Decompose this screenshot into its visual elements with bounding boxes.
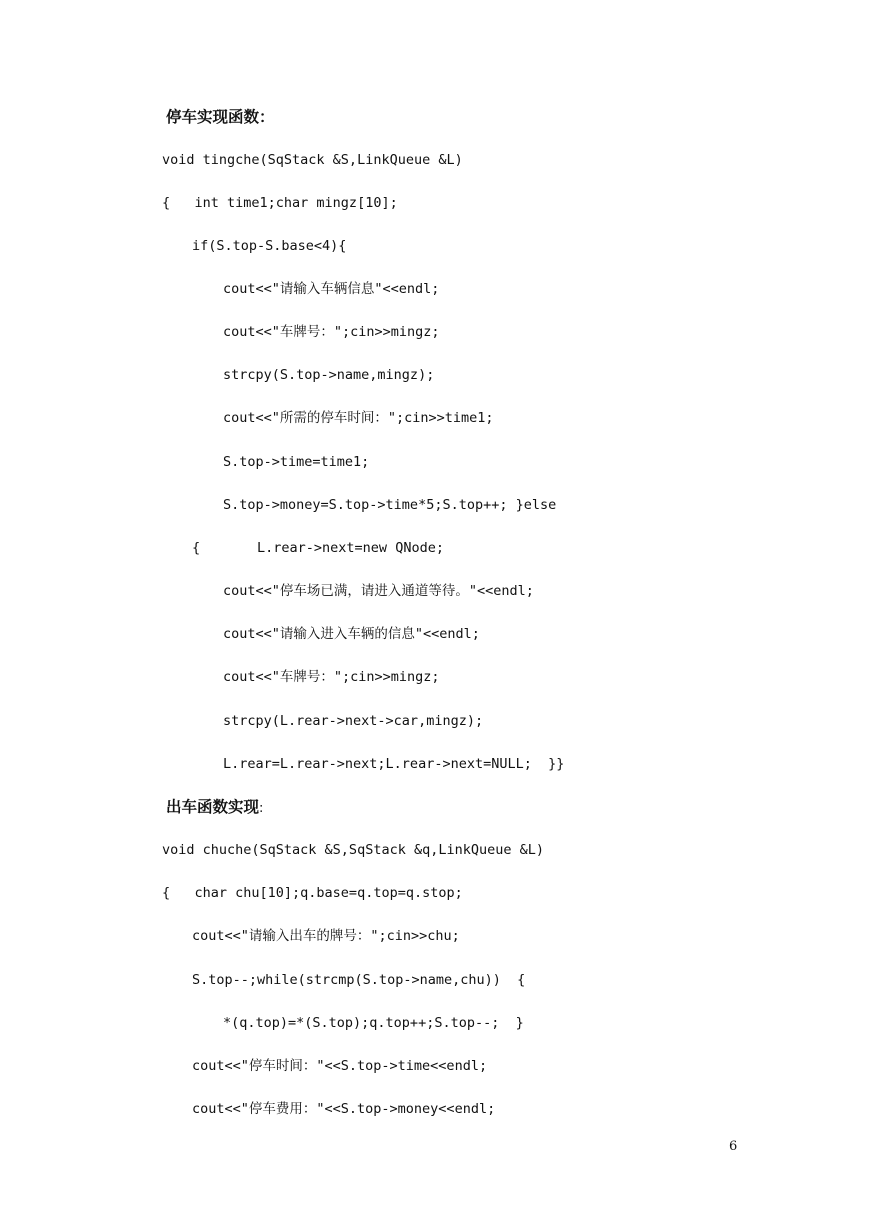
code-line: cout<<"请输入进入车辆的信息"<<endl; bbox=[223, 626, 480, 642]
code-line: cout<<"停车场已满，请进入通道等待。"<<endl; bbox=[223, 583, 534, 599]
code-line: cout<<"请输入出车的牌号：";cin>>chu; bbox=[192, 928, 460, 944]
code-line: void tingche(SqStack &S,LinkQueue &L) bbox=[162, 152, 463, 168]
heading-text: 停车实现函数： bbox=[166, 108, 275, 126]
code-line: S.top--;while(strcmp(S.top->name,chu)) { bbox=[192, 972, 526, 988]
code-line: S.top->time=time1; bbox=[223, 454, 370, 470]
code-line: cout<<"停车费用："<<S.top->money<<endl; bbox=[192, 1101, 496, 1117]
code-line: strcpy(L.rear->next->car,mingz); bbox=[223, 713, 484, 729]
section-heading-parking bbox=[166, 108, 275, 126]
code-line: *(q.top)=*(S.top);q.top++;S.top--; } bbox=[223, 1015, 524, 1031]
code-line: cout<<"停车时间："<<S.top->time<<endl; bbox=[192, 1058, 488, 1074]
code-line: cout<<"车牌号：";cin>>mingz; bbox=[223, 324, 440, 340]
code-line: cout<<"请输入车辆信息"<<endl; bbox=[223, 281, 440, 297]
code-line: if(S.top-S.base<4){ bbox=[192, 238, 347, 254]
code-line: strcpy(S.top->name,mingz); bbox=[223, 367, 435, 383]
heading-text: 出车函数实现 bbox=[166, 798, 260, 816]
code-line: S.top->money=S.top->time*5;S.top++; }else bbox=[223, 497, 557, 513]
code-line: void chuche(SqStack &S,SqStack &q,LinkQueue &L) bbox=[162, 842, 545, 858]
code-line: L.rear=L.rear->next;L.rear->next=NULL; }} bbox=[223, 756, 565, 772]
code-line: { char chu[10];q.base=q.top=q.stop; bbox=[162, 885, 463, 901]
code-line: cout<<"车牌号：";cin>>mingz; bbox=[223, 669, 440, 685]
page-number: 6 bbox=[729, 1139, 738, 1154]
code-line: { int time1;char mingz[10]; bbox=[162, 195, 398, 211]
heading-suffix: : bbox=[259, 801, 264, 816]
section-heading-exit bbox=[166, 798, 263, 816]
code-line: cout<<"所需的停车时间：";cin>>time1; bbox=[223, 410, 494, 426]
code-line: { L.rear->next=new QNode; bbox=[192, 540, 444, 556]
